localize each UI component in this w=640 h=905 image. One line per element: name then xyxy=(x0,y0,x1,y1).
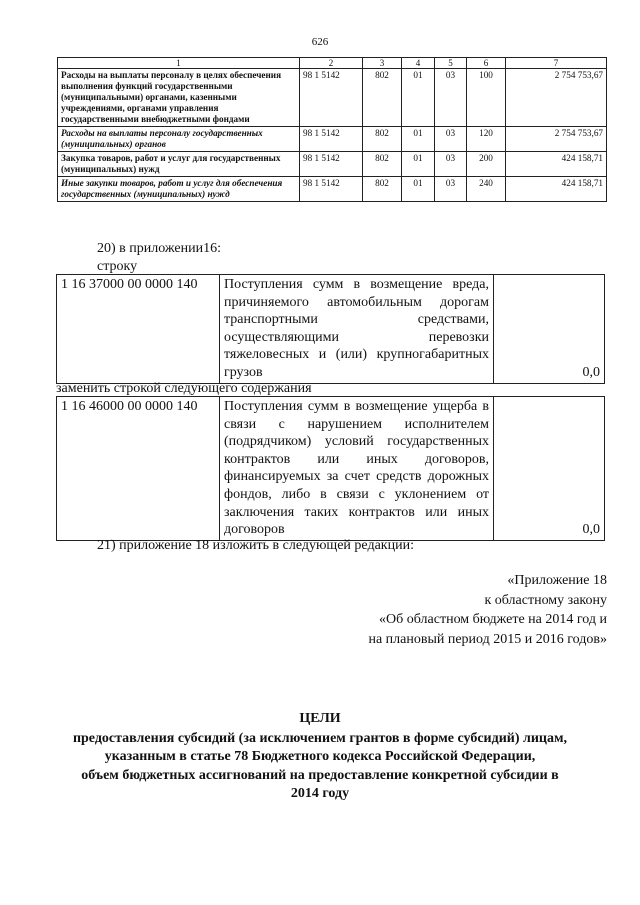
row-name: Расходы на выплаты персоналу в целях обеспечения выполнения функций государственными (муниципальными) органами, казенными учреждениями, органами управления государственными внебюджетными фондами xyxy=(58,69,300,127)
old-row-description: Поступления сумм в возмещение вреда, причиняемого автомобильным дорогам транспортными средствами, осуществляющими перевозки тяжеловесных и (или) крупногабаритных грузов xyxy=(220,275,494,384)
header-cell: 1 xyxy=(58,58,300,69)
new-row xyxy=(57,397,605,541)
title-line: 2014 году xyxy=(290,786,350,801)
appendix-line: на плановый период 2015 и 2016 годов» xyxy=(368,631,607,647)
cell-ved: 802 xyxy=(363,127,402,152)
table-row xyxy=(58,177,607,202)
title-heading: ЦЕЛИ xyxy=(299,711,341,726)
replace-text: заменить строкой следующего содержания xyxy=(56,381,312,396)
stroku-text: строку xyxy=(97,259,138,274)
cell-pr: 03 xyxy=(435,152,467,177)
section-title xyxy=(40,710,600,804)
header-cell: 5 xyxy=(435,58,467,69)
cell-csr: 98 1 5142 xyxy=(300,69,363,127)
old-row-amount: 0,0 xyxy=(494,275,605,384)
cell-csr: 98 1 5142 xyxy=(300,127,363,152)
header-cell: 7 xyxy=(506,58,607,69)
table-row xyxy=(58,152,607,177)
page-number: 626 xyxy=(311,36,329,48)
old-row-table xyxy=(56,274,605,384)
cell-pr: 03 xyxy=(435,69,467,127)
cell-csr: 98 1 5142 xyxy=(300,177,363,202)
cell-vr: 100 xyxy=(467,69,506,127)
cell-pr: 03 xyxy=(435,177,467,202)
table-row xyxy=(58,69,607,127)
cell-rz: 01 xyxy=(402,152,435,177)
appendix-line: «Приложение 18 xyxy=(507,573,607,588)
cell-vr: 200 xyxy=(467,152,506,177)
table-header-row xyxy=(58,58,607,69)
header-cell: 2 xyxy=(300,58,363,69)
cell-rz: 01 xyxy=(402,127,435,152)
table-row xyxy=(58,127,607,152)
header-cell: 4 xyxy=(402,58,435,69)
cell-amount: 424 158,71 xyxy=(506,177,607,202)
header-cell: 6 xyxy=(467,58,506,69)
cell-rz: 01 xyxy=(402,69,435,127)
cell-ved: 802 xyxy=(363,69,402,127)
title-line: указанным в статье 78 Бюджетного кодекса Российской Федерации, xyxy=(104,749,536,764)
new-row-description: Поступления сумм в возмещение ущерба в связи с нарушением исполнителем (подрядчиком) условий государственных контрактов или иных договоров, финансируемых за счет средств дорожных фондов, либо в связи с уклонением от заключения таких контрактов или иных договоров xyxy=(220,397,494,541)
new-row-amount: 0,0 xyxy=(494,397,605,541)
row-name: Иные закупки товаров, работ и услуг для обеспечения государственных (муниципальных) нужд xyxy=(58,177,300,202)
item-21-text: 21) приложение 18 изложить в следующей редакции: xyxy=(97,538,414,553)
appendix-line: «Об областном бюджете на 2014 год и xyxy=(379,612,607,627)
row-name: Закупка товаров, работ и услуг для государственных (муниципальных) нужд xyxy=(58,152,300,177)
header-cell: 3 xyxy=(363,58,402,69)
cell-rz: 01 xyxy=(402,177,435,202)
cell-ved: 802 xyxy=(363,152,402,177)
cell-vr: 240 xyxy=(467,177,506,202)
row-name: Расходы на выплаты персоналу государственных (муниципальных) органов xyxy=(58,127,300,152)
title-line: объем бюджетных ассигнований на предоставление конкретной субсидии в xyxy=(81,767,559,783)
cell-amount: 424 158,71 xyxy=(506,152,607,177)
old-row xyxy=(57,275,605,384)
cell-csr: 98 1 5142 xyxy=(300,152,363,177)
item-20-text: 20) в приложении16: xyxy=(97,241,221,256)
cell-vr: 120 xyxy=(467,127,506,152)
title-line: предоставления субсидий (за исключением грантов в форме субсидий) лицам, xyxy=(72,730,568,746)
cell-ved: 802 xyxy=(363,177,402,202)
cell-amount: 2 754 753,67 xyxy=(506,69,607,127)
cell-pr: 03 xyxy=(435,127,467,152)
appendix-header xyxy=(368,571,607,649)
budget-table xyxy=(57,57,607,202)
new-row-table xyxy=(56,396,605,541)
new-row-code: 1 16 46000 00 0000 140 xyxy=(57,397,220,541)
appendix-line: к областному закону xyxy=(484,592,607,608)
old-row-code: 1 16 37000 00 0000 140 xyxy=(57,275,220,384)
cell-amount: 2 754 753,67 xyxy=(506,127,607,152)
